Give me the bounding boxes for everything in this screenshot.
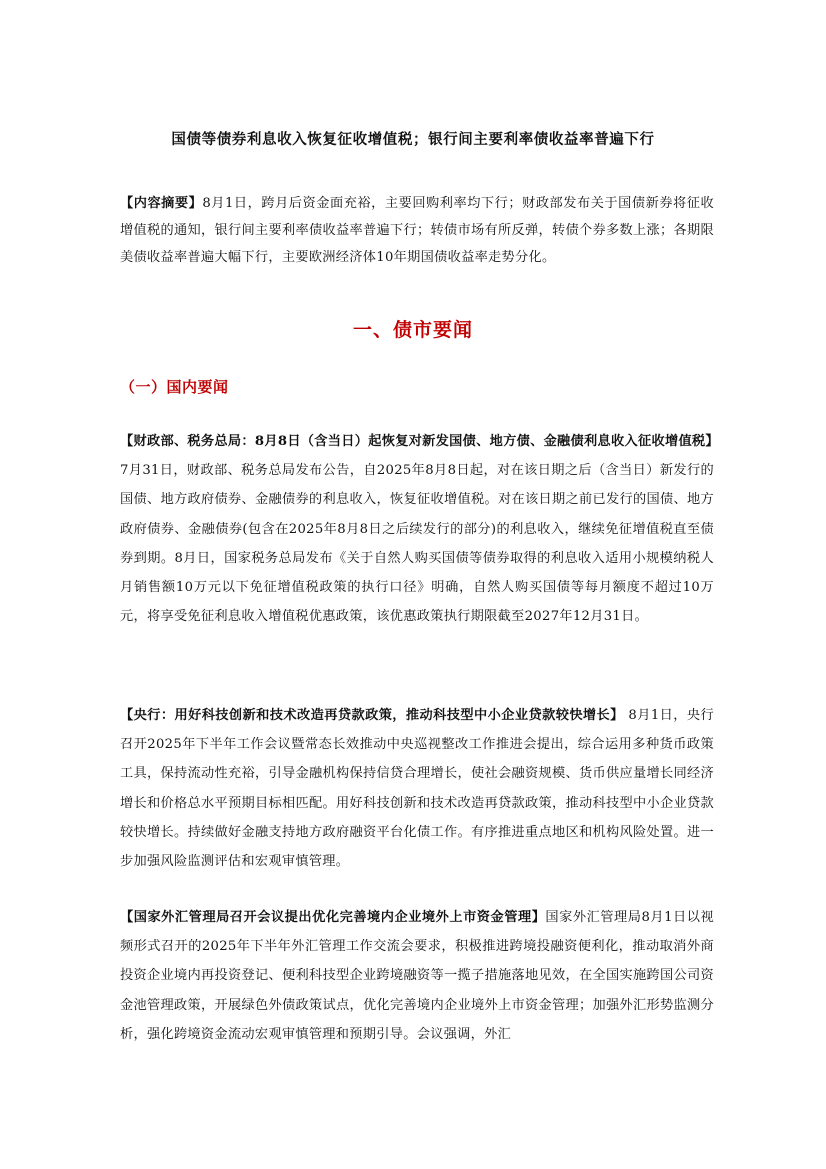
subsection-heading: （一）国内要闻 xyxy=(120,378,229,396)
section-heading: 一、债市要闻 xyxy=(352,319,473,341)
news-item xyxy=(120,701,714,876)
news-body: 8月1日，央行召开2025年下半年工作会议暨常态长效推动中央巡视整改工作推进会提出，综合运用多种货币政策工具，保持流动性充裕，引导金融机构保持信贷合理增长，使社会融资规模、货币供应量增长同经济增长和价格总水平预期目标相匹配。用好科技创新和技术改造再贷款政策，推动科技型中小企业贷款较快增长。持续做好金融支持地方政府融资平台化债工作。有序推进重点地区和机构风险处置。进一步加强风险监测评估和宏观审慎管理。 xyxy=(120,708,714,870)
news-item xyxy=(120,427,719,631)
abstract-paragraph xyxy=(120,190,714,271)
news-headline: 【国家外汇管理局召开会议提出优化完善境内企业境外上市资金管理】 xyxy=(120,910,546,925)
document-title: 国债等债券利息收入恢复征收增值税；银行间主要利率债收益率普遍下行 xyxy=(171,131,655,148)
news-body: 国家外汇管理局8月1日以视频形式召开的2025年下半年外汇管理工作交流会要求，积极推进跨境投融资便利化，推动取消外商投资企业境内再投资登记、便利科技型企业跨境融资等一揽子措施落地见效，在全国实施跨国公司资金池管理政策，开展绿色外债政策试点，优化完善境内企业境外上市资金管理；加强外汇形势监测分析，强化跨境资金流动宏观审慎管理和预期引导。会议强调，外汇 xyxy=(120,910,714,1042)
news-item xyxy=(120,903,714,1049)
news-headline: 【财政部、税务总局：8月8日（含当日）起恢复对新发国债、地方债、金融债利息收入征收增值税】 xyxy=(120,434,719,449)
news-body: 7月31日，财政部、税务总局发布公告，自2025年8月8日起，对在该日期之后（含当日）新发行的国债、地方政府债券、金融债券的利息收入，恢复征收增值税。对在该日期之前已发行的国债、地方政府债券、金融债券(包含在2025年8月8日之后续发行的部分)的利息收入，继续免征增值税直至债券到期。8月日，国家税务总局发布《关于自然人购买国债等债券取得的利息收入适用小规模纳税人月销售额10万元以下免征增值税政策的执行口径》明确，自然人购买国债等每月额度不超过10万元，将享受免征利息收入增值税优惠政策，该优惠政策执行期限截至2027年12月31日。 xyxy=(120,463,714,625)
news-headline: 【央行：用好科技创新和技术改造再贷款政策，推动科技型中小企业贷款较快增长】 xyxy=(120,708,624,723)
abstract-tag: 【内容摘要】 xyxy=(120,196,203,211)
abstract-text: 8月1日，跨月后资金面充裕，主要回购利率均下行；财政部发布关于国债新券将征收增值税的通知，银行间主要利率债收益率普遍下行；转债市场有所反弹，转债个券多数上涨；各期限美债收益率普遍大幅下行，主要欧洲经济体10年期国债收益率走势分化。 xyxy=(120,196,714,265)
